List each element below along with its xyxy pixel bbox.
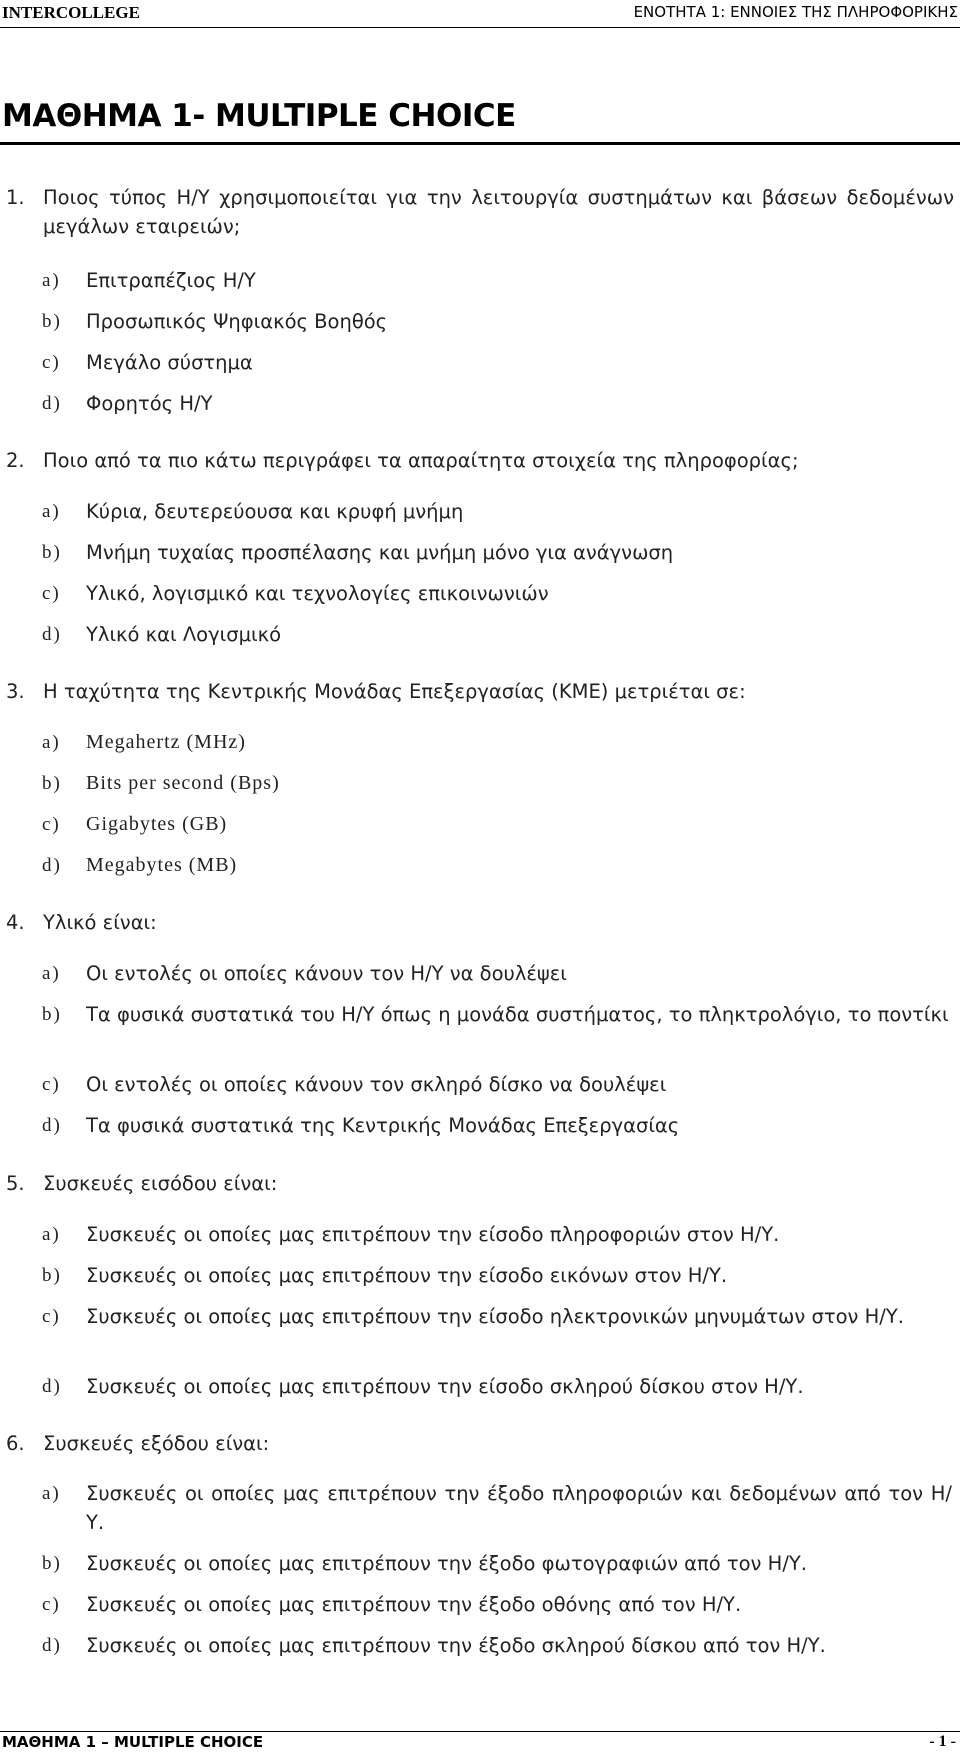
question-1-option-d [42,389,952,418]
page-header [0,0,960,28]
question-number: 6. [6,1432,25,1455]
question-1-option-c [42,348,952,377]
header-college-name: INTERCOLLEGE [2,3,140,22]
question-3-option-d [42,851,952,880]
option-text: Συσκευές οι οποίες μας επιτρέπουν την έξοδο οθόνης από τον Η/Υ. [86,1593,742,1616]
question-4-option-a [42,959,952,988]
question-4-option-b [42,1000,952,1029]
question-2-option-c [42,579,952,608]
option-letter: d) [42,1376,62,1397]
question-2 [6,446,954,475]
question-3-option-a [42,728,952,757]
header-section-title: ΕΝΟΤΗΤΑ 1: ΕΝΝΟΙΕΣ ΤΗΣ ΠΛΗΡΟΦΟΡΙΚΗΣ [633,3,958,21]
option-text: Υλικό και Λογισμικό [86,623,282,646]
option-text: Οι εντολές οι οποίες κάνουν τον σκληρό δίσκο να δουλέψει [86,1073,667,1096]
question-1-option-a [42,266,952,295]
option-letter: a) [42,1224,61,1245]
question-text: Ποιο από τα πιο κάτω περιγράφει τα απαραίτητα στοιχεία της πληροφορίας; [43,449,799,472]
option-letter: a) [42,963,61,984]
question-4-option-d [42,1111,952,1140]
option-text: Κύρια, δευτερεύουσα και κρυφή μνήμη [86,500,464,523]
question-5-option-a [42,1220,952,1249]
question-5-option-c [42,1302,952,1331]
option-text: Τα φυσικά συστατικά της Κεντρικής Μονάδας Επεξεργασίας [86,1114,680,1137]
option-letter: a) [42,1483,61,1504]
question-6-option-a [42,1479,952,1537]
question-4-option-c [42,1070,952,1099]
question-6-option-d [42,1631,952,1660]
question-4 [6,908,954,937]
page-title: ΜΑΘΗΜΑ 1- MULTIPLE CHOICE [2,98,516,134]
question-1 [6,183,954,241]
option-text: Μνήμη τυχαίας προσπέλασης και μνήμη μόνο για ανάγνωση [86,541,674,564]
question-number: 2. [6,449,25,472]
question-6 [6,1429,954,1458]
question-text: Συσκευές εξόδου είναι: [43,1432,270,1455]
question-5-option-b [42,1261,952,1290]
question-text: Ποιος τύπος Η/Υ χρησιμοποιείται για την λειτουργία συστημάτων και βάσεων δεδομένων μεγάλων εταιρειών; [43,186,954,238]
option-text: Προσωπικός Ψηφιακός Βοηθός [86,310,388,333]
option-text: Gigabytes (GB) [86,813,228,835]
title-divider [0,142,960,145]
option-text: Φορητός Η/Υ [86,392,213,415]
option-letter: d) [42,624,62,645]
option-text: Συσκευές οι οποίες μας επιτρέπουν την έξοδο πληροφοριών και δεδομένων από τον Η/Υ. [86,1482,952,1534]
page-number: - 1 - [929,1733,956,1750]
question-2-option-d [42,620,952,649]
option-text: Megahertz (MHz) [86,731,246,753]
question-number: 5. [6,1172,25,1195]
question-text: Υλικό είναι: [43,911,157,934]
option-text: Συσκευές οι οποίες μας επιτρέπουν την είσοδο σκληρού δίσκου στον Η/Υ. [86,1375,804,1398]
option-text: Συσκευές οι οποίες μας επιτρέπουν την είσοδο ηλεκτρονικών μηνυμάτων στον Η/Υ. [86,1305,904,1328]
option-letter: d) [42,1635,62,1656]
option-letter: b) [42,311,62,332]
option-letter: c) [42,352,61,373]
question-number: 1. [6,186,25,209]
option-letter: b) [42,1553,62,1574]
option-letter: d) [42,393,62,414]
question-number: 3. [6,680,25,703]
option-text: Συσκευές οι οποίες μας επιτρέπουν την έξοδο σκληρού δίσκου από τον Η/Υ. [86,1634,826,1657]
option-text: Megabytes (MB) [86,854,238,876]
question-5 [6,1169,954,1198]
option-letter: d) [42,1115,62,1136]
question-6-option-c [42,1590,952,1619]
question-number: 4. [6,911,25,934]
option-letter: b) [42,542,62,563]
option-letter: c) [42,1306,61,1327]
option-text: Συσκευές οι οποίες μας επιτρέπουν την είσοδο πληροφοριών στον Η/Υ. [86,1223,780,1246]
option-letter: d) [42,855,62,876]
option-letter: a) [42,732,61,753]
option-text: Συσκευές οι οποίες μας επιτρέπουν την έξοδο φωτογραφιών από τον Η/Υ. [86,1552,807,1575]
option-letter: b) [42,1265,62,1286]
option-text: Υλικό, λογισμικό και τεχνολογίες επικοινωνιών [86,582,549,605]
option-letter: c) [42,583,61,604]
option-letter: a) [42,270,61,291]
option-text: Οι εντολές οι οποίες κάνουν τον Η/Υ να δουλέψει [86,962,567,985]
option-letter: c) [42,1594,61,1615]
question-2-option-b [42,538,952,567]
footer-divider [0,1731,960,1732]
option-text: Τα φυσικά συστατικά του Η/Υ όπως η μονάδα συστήματος, το πληκτρολόγιο, το ποντίκι [86,1003,949,1026]
question-3 [6,677,954,706]
question-3-option-b [42,769,952,798]
option-letter: c) [42,1074,61,1095]
question-text: Η ταχύτητα της Κεντρικής Μονάδας Επεξεργασίας (ΚΜΕ) μετριέται σε: [43,680,746,703]
option-letter: a) [42,501,61,522]
footer-lesson-title: ΜΑΘΗΜΑ 1 – MULTIPLE CHOICE [2,1733,264,1751]
question-6-option-b [42,1549,952,1578]
option-letter: c) [42,814,61,835]
option-letter: b) [42,773,62,794]
option-text: Επιτραπέζιος Η/Υ [86,269,256,292]
question-1-option-b [42,307,952,336]
question-5-option-d [42,1372,952,1401]
question-text: Συσκευές εισόδου είναι: [43,1172,278,1195]
option-letter: b) [42,1004,62,1025]
option-text: Συσκευές οι οποίες μας επιτρέπουν την είσοδο εικόνων στον Η/Υ. [86,1264,728,1287]
question-3-option-c [42,810,952,839]
option-text: Bits per second (Bps) [86,772,280,794]
option-text: Μεγάλο σύστημα [86,351,253,374]
question-2-option-a [42,497,952,526]
